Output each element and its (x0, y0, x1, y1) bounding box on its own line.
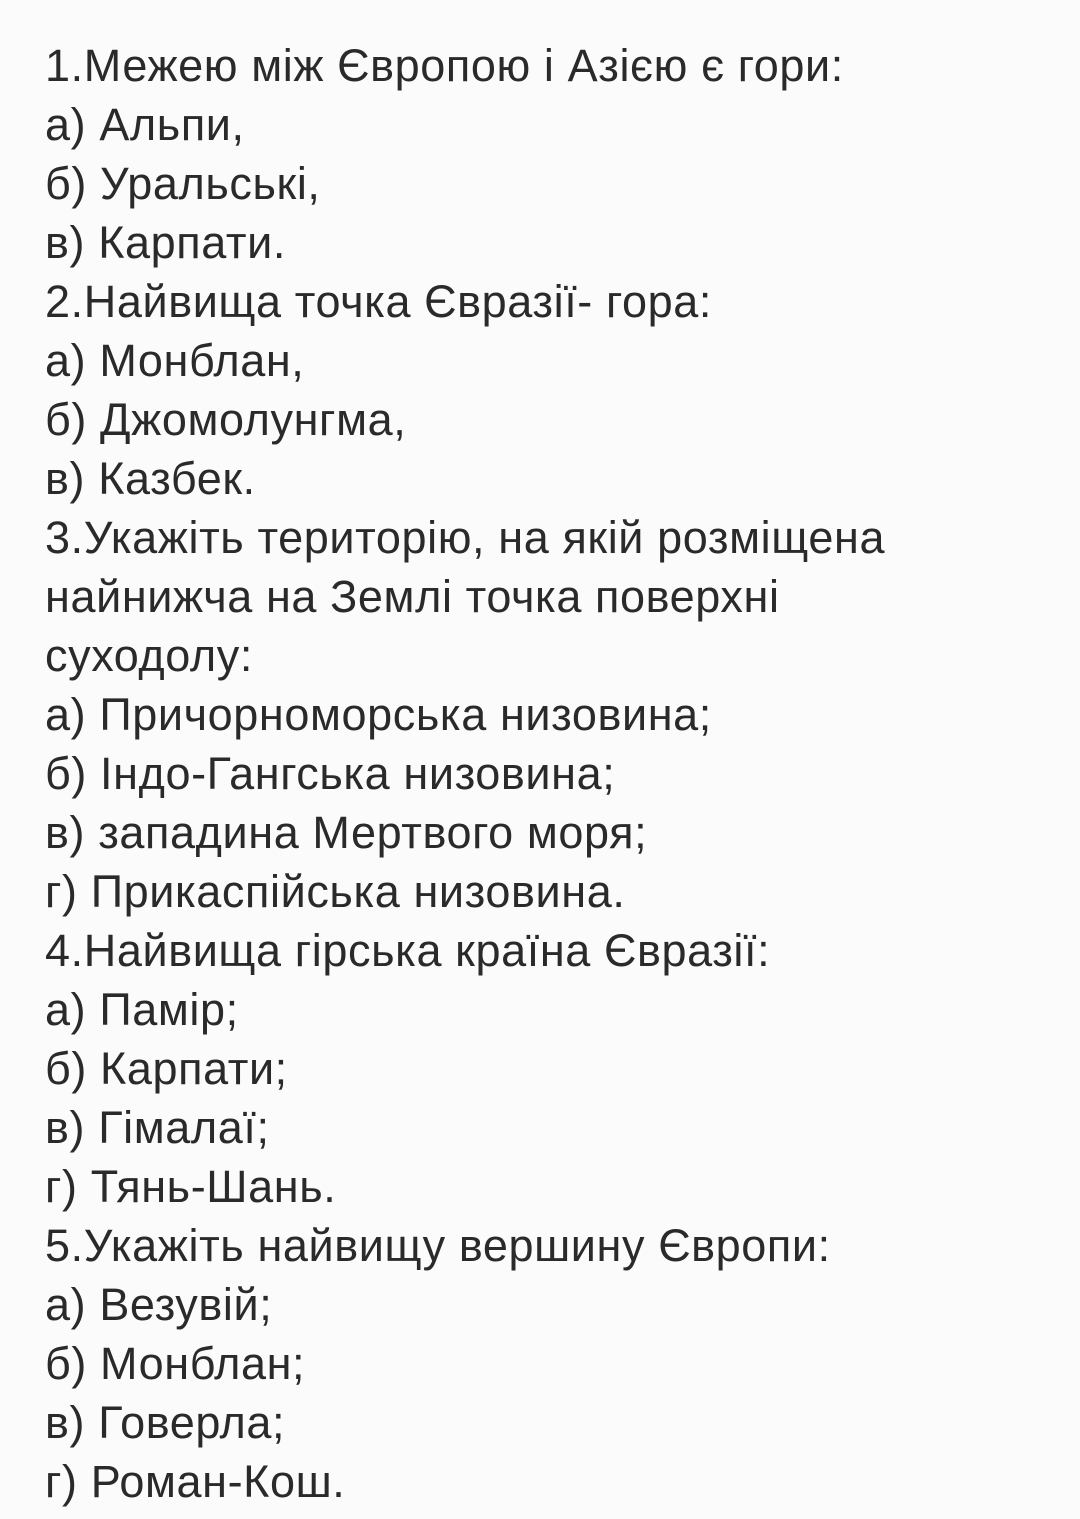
q5-option-c: в) Говерла; (45, 1397, 286, 1448)
q4-option-d: г) Тянь-Шань. (45, 1161, 337, 1212)
q2-option-c: в) Казбек. (45, 453, 256, 504)
question-3-line-2: найнижча на Землі точка поверхні (45, 571, 780, 622)
q3-option-d: г) Прикаспійська низовина. (45, 866, 626, 917)
q5-option-b: б) Монблан; (45, 1338, 306, 1389)
question-5: 5.Укажіть найвищу вершину Європи: (45, 1220, 831, 1271)
q2-option-a: а) Монблан, (45, 335, 305, 386)
question-4: 4.Найвища гірська країна Євразії: (45, 925, 771, 976)
q1-option-c: в) Карпати. (45, 217, 286, 268)
q3-option-a: а) Причорноморська низовина; (45, 689, 712, 740)
q1-option-b: б) Уральські, (45, 158, 321, 209)
q3-option-c: в) западина Мертвого моря; (45, 807, 648, 858)
q4-option-b: б) Карпати; (45, 1043, 288, 1094)
q5-option-d: г) Роман-Кош. (45, 1456, 346, 1507)
question-3-line-3: суходолу: (45, 630, 253, 681)
q4-option-a: а) Памір; (45, 984, 239, 1035)
question-3-line-1: 3.Укажіть територію, на якій розміщена (45, 512, 886, 563)
q5-option-a: а) Везувій; (45, 1279, 273, 1330)
q1-option-a: а) Альпи, (45, 99, 245, 150)
question-1: 1.Межею між Європою і Азією є гори: (45, 40, 844, 91)
q4-option-c: в) Гімалаї; (45, 1102, 270, 1153)
q2-option-b: б) Джомолунгма, (45, 394, 407, 445)
question-2: 2.Найвища точка Євразії- гора: (45, 276, 713, 327)
q3-option-b: б) Індо-Гангська низовина; (45, 748, 616, 799)
quiz-document (45, 36, 1065, 1511)
